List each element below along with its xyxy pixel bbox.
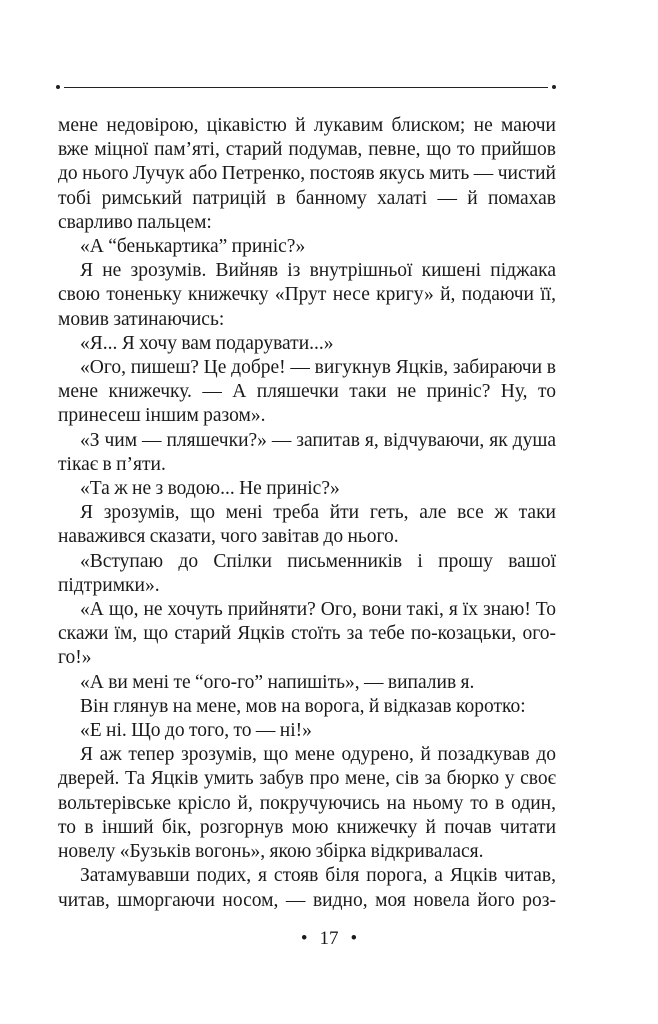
rule-dot-left [56, 85, 60, 89]
paragraph: «А ви мені те “ого-го” напишіть», — випалив я. [80, 671, 475, 693]
paragraph: Я не зрозумів. Вийняв із внутрішньої кишені піджака свою тоненьку книжечку «Прут несе кригу» й, подаючи її, мовив затинаючись: [58, 260, 556, 330]
body-text [58, 114, 556, 913]
paragraph: «Е ні. Що до того, то — ні!» [80, 720, 312, 742]
page-footer [0, 928, 658, 950]
paragraph: «Та ж не з водою... Не приніс?» [80, 478, 340, 500]
paragraph: Затамувавши подих, я стояв біля порога, а Яцків читав, читав, шморгаючи носом, — видно, моя новела його роз- [58, 865, 556, 911]
paragraph: «Вступаю до Спілки письменників і прошу вашої підтримки». [58, 550, 556, 596]
paragraph: Я аж тепер зрозумів, що мене одурено, й позадкував до дверей. Та Яцків умить забув про мене, сів за бюрко у своє вольтерівське крісло й, покручуючись на ньому то в один, то в інший бік, розгорнув мою книжечку й почав читати новелу «Бузьків вогонь», якою збірка відкривалася. [58, 744, 556, 863]
paragraph: Я зрозумів, що мені треба йти геть, але все ж таки наважився сказати, чого завітав до нього. [58, 502, 556, 548]
rule-line [64, 87, 548, 88]
bullet-left: • [300, 928, 308, 949]
paragraph: мене недовірою, цікавістю й лукавим блиском; не маючи вже міцної пам’яті, старий подумав, певне, що то прийшов до нього Лучук або Петренко, постояв якусь мить — чистий тобі римський патрицій в банному халаті — й помахав сварливо пальцем: [58, 115, 556, 233]
bullet-right: • [350, 928, 358, 949]
page-number: 17 [319, 928, 339, 949]
paragraph: «Ого, пишеш? Це добре! — вигукнув Яцків, забираючи в мене книжечку. — А пляшечки таки не приніс? Ну, то принесеш іншим разом». [58, 357, 556, 427]
rule-dot-right [552, 85, 556, 89]
paragraph: «А “бенькартика” приніс?» [80, 236, 306, 258]
paragraph: «Я... Я хочу вам подарувати...» [80, 332, 334, 354]
paragraph: Він глянув на мене, мов на ворога, й відказав коротко: [80, 695, 526, 717]
paragraph: «А що, не хочуть прийняти? Ого, вони такі, я їх знаю! То скажи їм, що старий Яцків стоїть за тебе по-козацьки, ого-го!» [58, 599, 556, 669]
header-rule [56, 85, 556, 91]
paragraph: «З чим — пляшечки?» — запитав я, відчуваючи, як душа тікає в п’яти. [58, 429, 556, 475]
